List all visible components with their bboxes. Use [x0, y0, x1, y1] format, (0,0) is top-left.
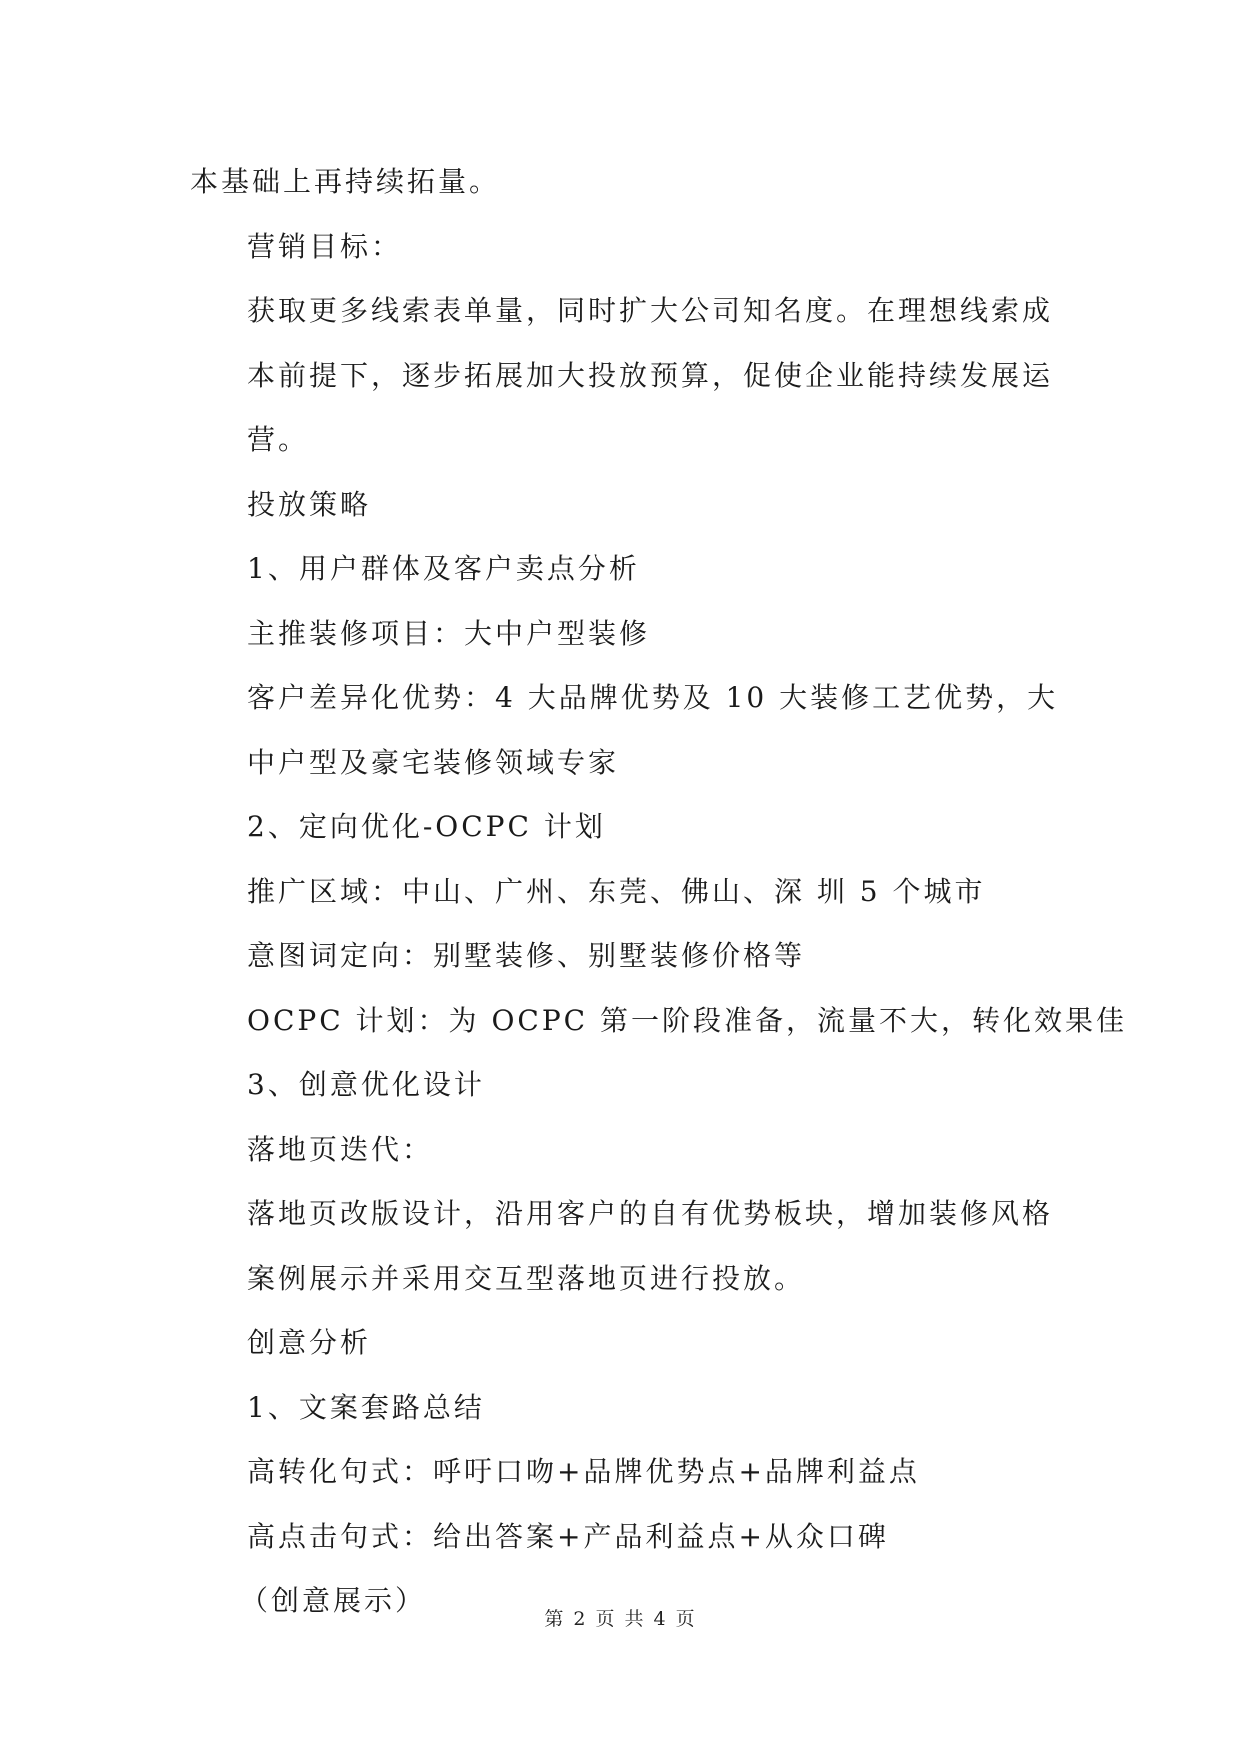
paragraph-advantages: 客户差异化优势：4 大品牌优势及 10 大装修工艺优势，大中户型及豪宅装修领域专家 — [247, 681, 1059, 779]
heading-marketing-goal: 营销目标： — [247, 229, 403, 263]
heading-placement-strategy: 投放策略 — [247, 487, 372, 521]
paragraph-creative-display: （创意展示） — [240, 1584, 427, 1617]
subheading-audience-analysis: 1、用户群体及客户卖点分析 — [247, 552, 640, 585]
paragraph-regions: 推广区域：中山、广州、东莞、佛山、深 圳 5 个城市 — [247, 874, 986, 908]
paragraph-continuation: 本基础上再持续拓量。 — [190, 165, 501, 198]
page-number: 第 2 页 共 4 页 — [544, 1608, 697, 1630]
paragraph-high-click: 高点击句式：给出答案+产品利益点+从众口碑 — [247, 1519, 889, 1553]
subheading-creative-design: 3、创意优化设计 — [247, 1068, 485, 1101]
subheading-copy-summary: 1、文案套路总结 — [247, 1390, 485, 1424]
paragraph-keywords: 意图词定向：别墅装修、别墅装修价格等 — [247, 939, 806, 972]
paragraph-landing-page: 落地页改版设计，沿用客户的自有优势板块，增加装修风格案例展示并采用交互型落地页进行投放。 — [247, 1197, 1054, 1295]
paragraph-high-conversion: 高转化句式：呼吁口吻+品牌优势点+品牌利益点 — [247, 1455, 920, 1488]
heading-landing-page: 落地页迭代： — [247, 1132, 434, 1166]
paragraph-ocpc-plan: OCPC 计划：为 OCPC 第一阶段准备，流量不大，转化效果佳 — [247, 1003, 1127, 1037]
subheading-targeting: 2、定向优化-OCPC 计划 — [247, 810, 606, 843]
document-body — [190, 150, 1127, 1634]
heading-creative-analysis: 创意分析 — [247, 1326, 372, 1359]
paragraph-main-project: 主推装修项目：大中户型装修 — [247, 616, 651, 650]
paragraph-marketing-goal: 获取更多线索表单量，同时扩大公司知名度。在理想线索成本前提下，逐步拓展加大投放预算，促使企业能持续发展运营。 — [247, 294, 1054, 456]
